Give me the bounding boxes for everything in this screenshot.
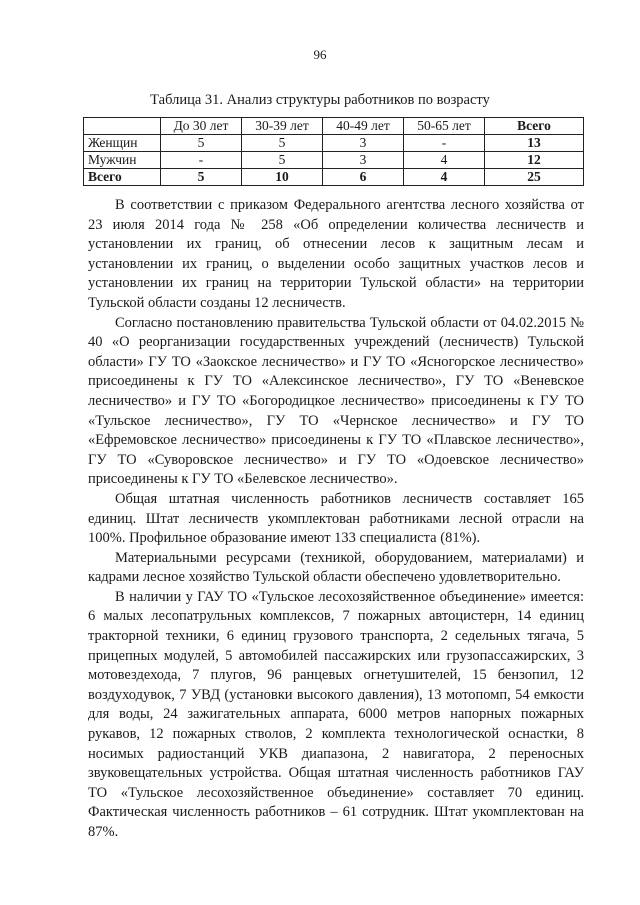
header-cell-under-30: До 30 лет	[161, 118, 242, 135]
table-cell: 5	[242, 152, 323, 169]
table-cell: -	[404, 135, 485, 152]
header-cell-total: Всего	[485, 118, 584, 135]
paragraph-reorganization: Согласно постановлению правительства Тульской области от 04.02.2015 № 40 «О реорганизации государственных учреждений (лесничеств) Тульской области» ГУ ТО «Заокское лесничество» и ГУ ТО «Ясногорское лесничество» присоединены к ГУ ТО «Алексинское лесничество», ГУ ТО «Веневское лесничество» и ГУ ТО «Богородицкое лесничество» присоединены к ГУ ТО «Тульское лесничество», ГУ ТО «Чернское лесничество» и ГУ ТО «Ефремовское лесничество» присоединены к ГУ ТО «Плавское лесничество», ГУ ТО «Суворовское лесничество» и ГУ ТО «Одоевское лесничество» присоединены к ГУ ТО «Белевское лесничество».	[88, 314, 584, 488]
table-cell: -	[161, 152, 242, 169]
table-cell: 10	[242, 169, 323, 186]
paragraph-equipment: В наличии у ГАУ ТО «Тульское лесохозяйственное объединение» имеется: 6 малых лесопатрульных комплексов, 7 пожарных автоцистерн, 14 единиц тракторной техники, 6 единиц грузового транспорта, 2 седельных тягача, 5 прицепных модулей, 5 автомобилей пассажирских или грузопассажирских, 3 мотовездехода, 7 плугов, 96 ранцевых огнетушителей, 15 бензопил, 12 воздуходувок, 7 УВД (установки высокого давления), 13 мотопомп, 54 емкости для воды, 24 зажигательных аппарата, 6000 метров напорных пожарных рукавов, 12 пожарных стволов, 2 комплекта технологической оснастки, 8 носимых радиостанций УКВ диапазона, 2 навигатора, 2 переносных звуковещательных устройства. Общая штатная численность работников ГАУ ТО «Тульское лесохозяйственное объединение» составляет 70 единиц. Фактическая численность работников – 61 сотрудник. Штат укомплектован на 87%.	[88, 588, 584, 840]
table-caption: Таблица 31. Анализ структуры работников по возрасту	[150, 92, 490, 108]
header-cell-50-65: 50-65 лет	[404, 118, 485, 135]
header-cell-empty	[84, 118, 161, 135]
paragraph-staff-count: Общая штатная численность работников лесничеств составляет 165 единиц. Штат лесничеств укомплектован работниками лесной отрасли на 100%. Профильное образование имеют 133 специалиста (81%).	[88, 490, 584, 547]
table-cell: 4	[404, 152, 485, 169]
age-structure-table	[83, 117, 584, 186]
header-cell-40-49: 40-49 лет	[323, 118, 404, 135]
table-cell-total: 25	[485, 169, 584, 186]
table-row-women	[84, 135, 584, 152]
row-label: Мужчин	[84, 152, 161, 169]
table-cell: 3	[323, 152, 404, 169]
paragraph-resources: Материальными ресурсами (техникой, оборудованием, материалами) и кадрами лесное хозяйство Тульской области обеспечено удовлетворительно.	[88, 549, 584, 586]
table-cell-total: 13	[485, 135, 584, 152]
table-cell: 6	[323, 169, 404, 186]
table-row-men	[84, 152, 584, 169]
paragraph-forestry-order: В соответствии с приказом Федерального агентства лесного хозяйства от 23 июля 2014 года № 258 «Об определении количества лесничеств и установлении их границ, об отнесении лесов к защитным лесам и установлении их границ, о выделении особо защитных участков лесов и установлении их границ на территории Тульской области» на территории Тульской области созданы 12 лесничеств.	[88, 197, 584, 311]
table-cell-total: 12	[485, 152, 584, 169]
page-number: 96	[313, 47, 327, 62]
row-label: Женщин	[84, 135, 161, 152]
row-label: Всего	[84, 169, 161, 186]
table-cell: 3	[323, 135, 404, 152]
table-cell: 5	[161, 135, 242, 152]
table-cell: 5	[161, 169, 242, 186]
table-cell: 4	[404, 169, 485, 186]
table-row-total	[84, 169, 584, 186]
body-text	[88, 196, 584, 843]
table-header-row	[84, 118, 584, 135]
table-cell: 5	[242, 135, 323, 152]
header-cell-30-39: 30-39 лет	[242, 118, 323, 135]
